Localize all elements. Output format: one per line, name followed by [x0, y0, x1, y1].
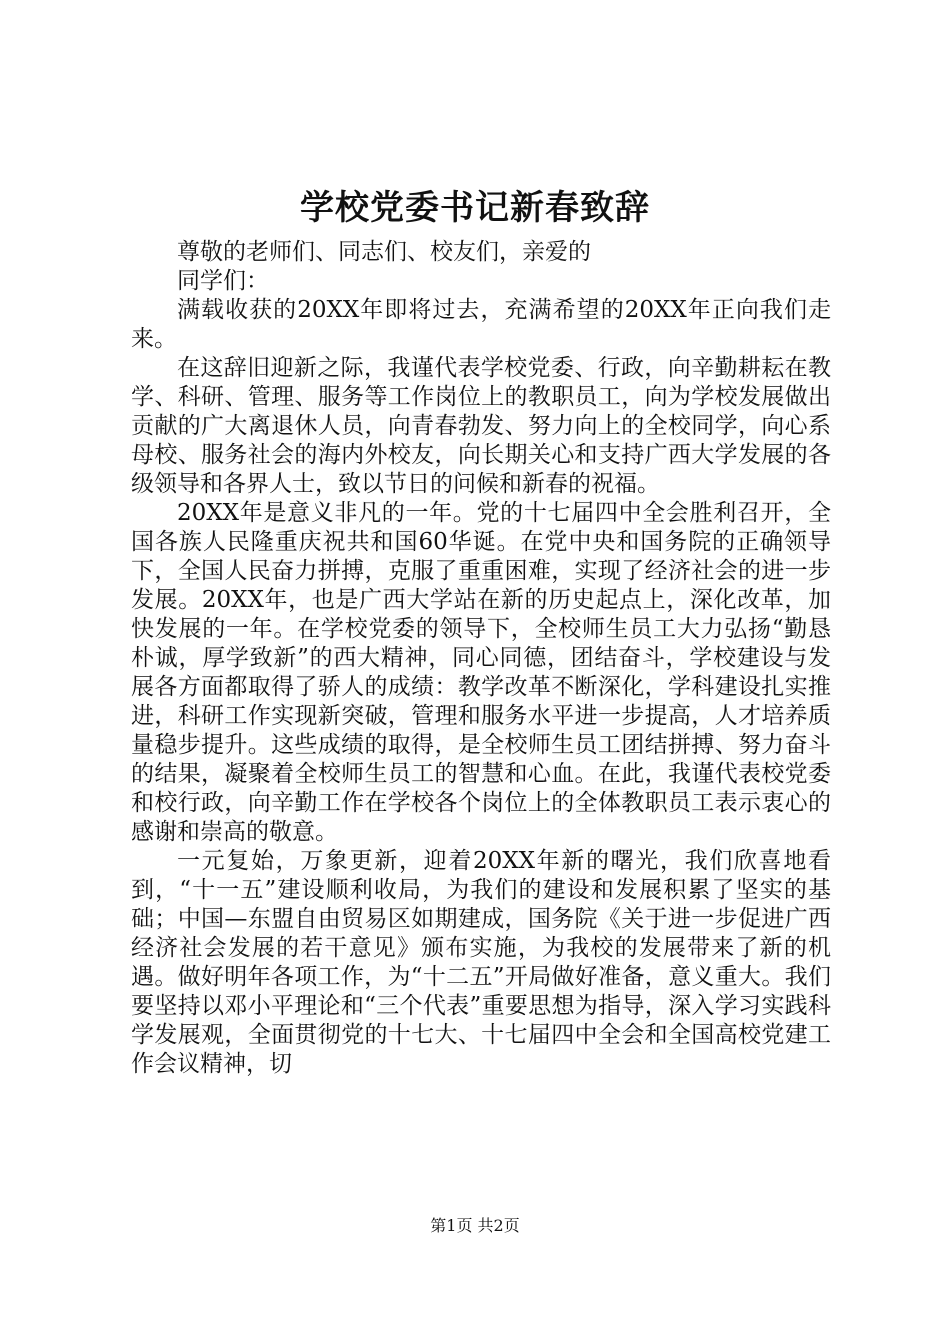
- page-number: 第1页: [430, 1216, 473, 1235]
- paragraph-2: 在这辞旧迎新之际，我谨代表学校党委、行政，向辛勤耕耘在教学、科研、管理、服务等工作岗位上的教职员工，向为学校发展做出贡献的广大离退休人员，向青春勃发、努力向上的全校同学，向心系母校、服务社会的海内外校友，向长期关心和支持广西大学发展的各级领导和各界人士，致以节日的问候和新春的祝福。: [131, 355, 831, 497]
- paragraph-3: 20XX年是意义非凡的一年。党的十七届四中全会胜利召开，全国各族人民隆重庆祝共和国60华诞。在党中央和国务院的正确领导下，全国人民奋力拼搏，克服了重重困难，实现了经济社会的进一步发展。20XX年，也是广西大学站在新的历史起点上，深化改革，加快发展的一年。在学校党委的领导下，全校师生员工大力弘扬“勤恳朴诚，厚学致新”的西大精神，同心同德，团结奋斗，学校建设与发展各方面都取得了骄人的成绩：教学改革不断深化，学科建设扎实推进，科研工作实现新突破，管理和服务水平进一步提高，人才培养质量稳步提升。这些成绩的取得，是全校师生员工团结拼搏、努力奋斗的结果，凝聚着全校师生员工的智慧和心血。在此，我谨代表校党委和校行政，向辛勤工作在学校各个岗位上的全体教职员工表示衷心的感谢和崇高的敬意。: [131, 500, 831, 845]
- document-body: [131, 238, 831, 1079]
- page-total: 共2页: [477, 1216, 520, 1235]
- paragraph-1: 满载收获的20XX年即将过去，充满希望的20XX年正向我们走来。: [131, 297, 831, 352]
- greeting-line-1: 尊敬的老师们、同志们、校友们，亲爱的: [177, 239, 591, 265]
- document-title: 学校党委书记新春致辞: [300, 188, 650, 228]
- page-footer: [0, 1215, 950, 1237]
- greeting-line-2: 同学们：: [177, 268, 269, 294]
- paragraph-4: 一元复始，万象更新，迎着20XX年新的曙光，我们欣喜地看到，“十一五”建设顺利收局，为我们的建设和发展积累了坚实的基础；中国—东盟自由贸易区如期建成，国务院《关于进一步促进广西经济社会发展的若干意见》颁布实施，为我校的发展带来了新的机遇。做好明年各项工作，为“十二五”开局做好准备，意义重大。我们要坚持以邓小平理论和“三个代表”重要思想为指导，深入学习实践科学发展观，全面贯彻党的十七大、十七届四中全会和全国高校党建工作会议精神，切: [131, 848, 831, 1077]
